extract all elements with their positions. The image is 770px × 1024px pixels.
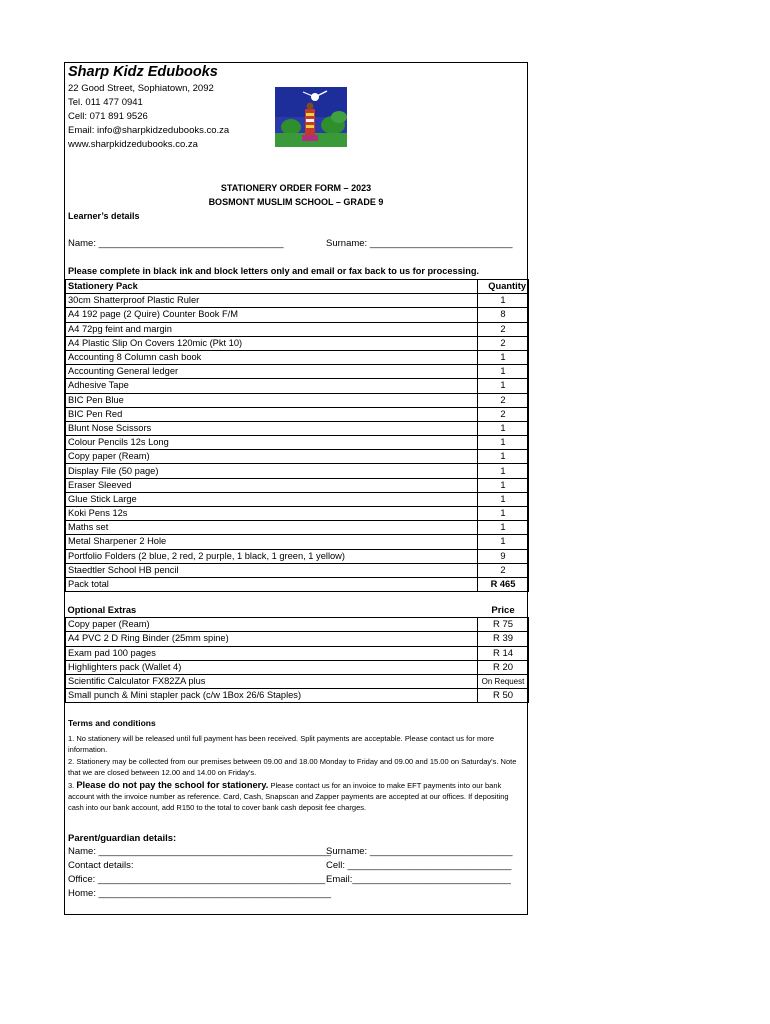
pack-item-row [66, 549, 529, 563]
learner-name-field[interactable]: Name: ___________________________________ [68, 238, 284, 249]
pack-item-row [66, 436, 529, 450]
company-address: 22 Good Street, Sophiatown, 2092 [68, 83, 214, 94]
pack-item-name: Koki Pens 12s [66, 507, 478, 521]
pack-item-quantity: 1 [478, 436, 529, 450]
pack-item-row [66, 521, 529, 535]
instruction-text: Please complete in black ink and block letters only and email or fax back to us for processing. [68, 266, 480, 276]
pack-item-quantity: 1 [478, 478, 529, 492]
company-cell: Cell: 071 891 9526 [68, 111, 148, 122]
pack-item-name: A4 72pg feint and margin [66, 322, 478, 336]
school-grade: BOSMONT MUSLIM SCHOOL – GRADE 9 [208, 197, 384, 207]
optional-extras-table [65, 604, 529, 703]
pack-item-row [66, 563, 529, 577]
company-logo [275, 87, 347, 147]
pack-item-name: Accounting 8 Column cash book [66, 350, 478, 364]
pack-item-name: 30cm Shatterproof Plastic Ruler [66, 294, 478, 308]
pack-total-value: R 465 [478, 577, 529, 591]
pack-item-quantity: 1 [478, 521, 529, 535]
pack-item-row [66, 322, 529, 336]
pack-item-name: Adhesive Tape [66, 379, 478, 393]
pack-item-name: Maths set [66, 521, 478, 535]
pack-item-quantity: 1 [478, 350, 529, 364]
pack-item-name: BIC Pen Red [66, 407, 478, 421]
pack-item-row [66, 308, 529, 322]
extra-item-row [66, 632, 529, 646]
guardian-cell-field[interactable]: Cell: _______________________________ [326, 860, 512, 871]
pack-item-name: Colour Pencils 12s Long [66, 436, 478, 450]
pack-item-row [66, 350, 529, 364]
pack-item-quantity: 1 [478, 365, 529, 379]
pack-item-row [66, 421, 529, 435]
pack-item-row [66, 492, 529, 506]
company-website: www.sharpkidzedubooks.co.za [68, 139, 198, 150]
pack-item-quantity: 2 [478, 336, 529, 350]
pack-header-quantity: Quantity [478, 280, 529, 294]
extra-item-name: Exam pad 100 pages [66, 646, 478, 660]
extra-item-price: R 20 [478, 660, 529, 674]
stationery-pack-table [65, 279, 529, 592]
terms-item-2: 2. Stationery may be collected from our premises between 09.00 and 18.00 Monday to Friday and 09.00 and 15.00 on Saturday's. Note that we are closed between 12.00 and 14.00 on Friday's. [68, 757, 517, 777]
terms-item-3-warning: Please do not pay the school for stationery. [76, 780, 269, 790]
pack-item-row [66, 379, 529, 393]
pack-item-row [66, 507, 529, 521]
extra-item-price: R 50 [478, 689, 529, 703]
guardian-name-field[interactable]: Name: ____________________________________________ [68, 846, 332, 857]
pack-item-row [66, 393, 529, 407]
pack-item-name: Staedtler School HB pencil [66, 563, 478, 577]
extra-item-row [66, 646, 529, 660]
extra-item-name: A4 PVC 2 D Ring Binder (25mm spine) [66, 632, 478, 646]
pack-item-row [66, 535, 529, 549]
pack-item-row [66, 336, 529, 350]
terms-item-3 [68, 780, 524, 813]
extra-item-price: R 75 [478, 618, 529, 632]
pack-item-row [66, 464, 529, 478]
pack-item-row [66, 478, 529, 492]
pack-item-quantity: 2 [478, 407, 529, 421]
pack-item-quantity: 1 [478, 507, 529, 521]
pack-item-quantity: 1 [478, 294, 529, 308]
extra-item-name: Copy paper (Ream) [66, 618, 478, 632]
company-tel: Tel. 011 477 0941 [68, 97, 143, 108]
company-email: Email: info@sharpkidzedubooks.co.za [68, 125, 230, 136]
pack-item-name: Glue Stick Large [66, 492, 478, 506]
guardian-home-field[interactable]: Home: ____________________________________________ [68, 888, 332, 899]
extra-item-price: R 39 [478, 632, 529, 646]
pack-item-quantity: 8 [478, 308, 529, 322]
pack-item-quantity: 1 [478, 535, 529, 549]
pack-item-name: Accounting General ledger [66, 365, 478, 379]
company-name: Sharp Kidz Edubooks [68, 64, 218, 80]
pack-item-quantity: 2 [478, 563, 529, 577]
learner-surname-field[interactable]: Surname: ___________________________ [326, 238, 513, 249]
pack-item-row [66, 294, 529, 308]
pack-item-name: Metal Sharpener 2 Hole [66, 535, 478, 549]
extra-item-row [66, 660, 529, 674]
pack-item-name: Blunt Nose Scissors [66, 421, 478, 435]
pack-item-quantity: 1 [478, 450, 529, 464]
pack-item-name: Copy paper (Ream) [66, 450, 478, 464]
pack-item-name: A4 Plastic Slip On Covers 120mic (Pkt 10) [66, 336, 478, 350]
pack-item-quantity: 2 [478, 393, 529, 407]
guardian-heading: Parent/guardian details: [68, 833, 177, 844]
pack-item-quantity: 1 [478, 464, 529, 478]
guardian-contact-label: Contact details: [68, 860, 134, 871]
extra-item-name: Highlighters pack (Wallet 4) [66, 660, 478, 674]
pack-item-row [66, 407, 529, 421]
pack-item-name: A4 192 page (2 Quire) Counter Book F/M [66, 308, 478, 322]
extra-item-row [66, 689, 529, 703]
learners-details-heading: Learner’s details [68, 211, 140, 221]
terms-item-3-number: 3. [68, 781, 77, 790]
extra-item-name: Small punch & Mini stapler pack (c/w 1Box 26/6 Staples) [66, 689, 478, 703]
terms-heading: Terms and conditions [68, 718, 156, 728]
pack-item-quantity: 1 [478, 492, 529, 506]
pack-item-name: Eraser Sleeved [66, 478, 478, 492]
extras-header-price: Price [491, 605, 515, 617]
pack-item-name: BIC Pen Blue [66, 393, 478, 407]
terms-item-1: 1. No stationery will be released until full payment has been received. Split payments are acceptable. Please contact us for more information. [68, 734, 495, 754]
pack-item-quantity: 9 [478, 549, 529, 563]
extra-item-name: Scientific Calculator FX82ZA plus [66, 674, 478, 688]
pack-item-row [66, 365, 529, 379]
extra-item-row [66, 674, 529, 688]
extras-header-row [66, 604, 529, 618]
guardian-surname-field[interactable]: Surname: ___________________________ [326, 846, 513, 857]
extra-item-price: On Request [478, 674, 529, 688]
guardian-email-field[interactable]: Email:______________________________ [326, 874, 511, 885]
extra-item-row [66, 618, 529, 632]
extras-header-item: Optional Extras [67, 605, 137, 616]
terms-item-3-details: Please contact us for an invoice to make EFT payments into our bank account with the invoice number as reference. Card, Cash, Snapscan and Zapper payments are accepted at our offices. If depositing cash into our bank account, add R150 to the total to cover bank cash deposit fee charges. [68, 781, 509, 812]
pack-header-row [66, 280, 529, 294]
pack-item-quantity: 1 [478, 379, 529, 393]
pack-item-quantity: 1 [478, 421, 529, 435]
pack-item-name: Portfolio Folders (2 blue, 2 red, 2 purple, 1 black, 1 green, 1 yellow) [66, 549, 478, 563]
pack-item-name: Display File (50 page) [66, 464, 478, 478]
extra-item-price: R 14 [478, 646, 529, 660]
pack-item-quantity: 2 [478, 322, 529, 336]
pack-header-item: Stationery Pack [66, 280, 478, 294]
pack-item-row [66, 450, 529, 464]
pack-total-label: Pack total [66, 577, 478, 591]
guardian-office-field[interactable]: Office: ___________________________________________ [68, 874, 326, 885]
form-title: STATIONERY ORDER FORM – 2023 [220, 183, 372, 193]
pack-total-row [66, 577, 529, 591]
